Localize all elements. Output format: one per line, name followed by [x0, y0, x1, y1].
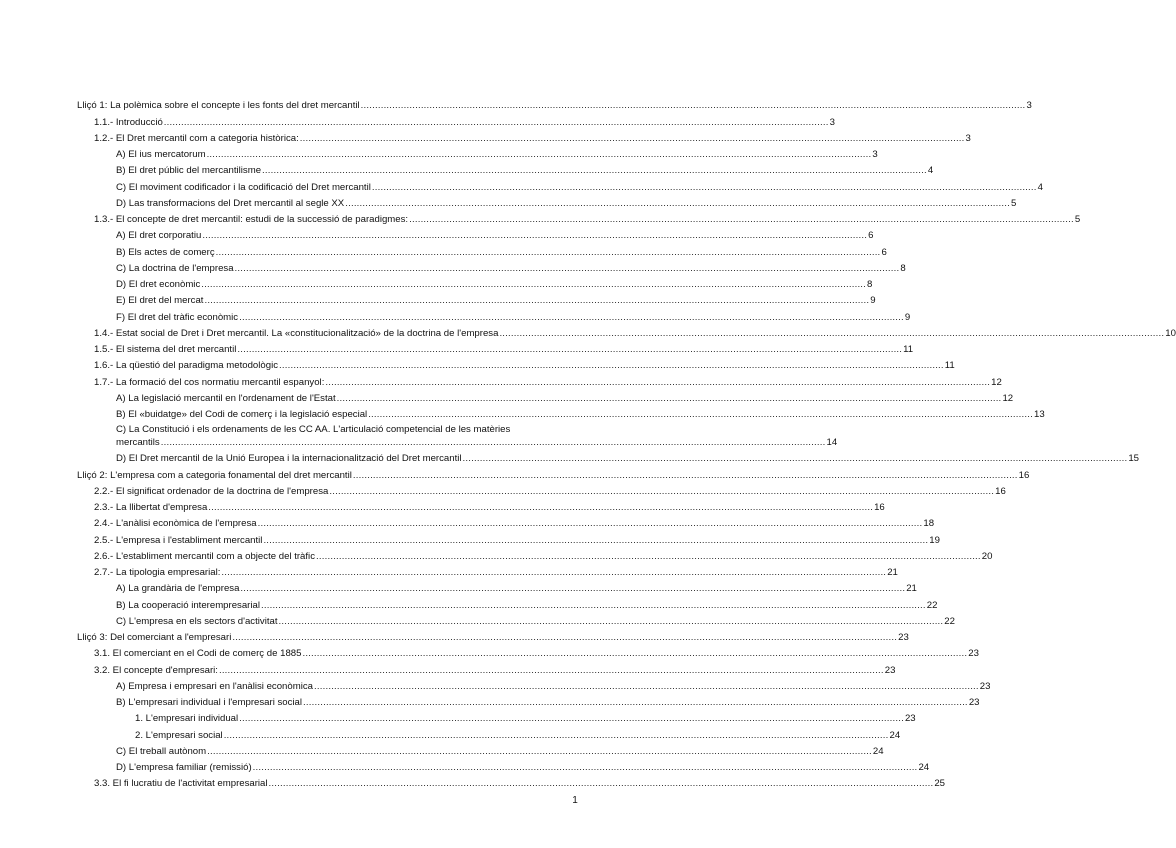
toc-entry-title: 1.2.- El Dret mercantil com a categoria històrica: — [94, 132, 299, 144]
toc-entry-page: 3 — [965, 132, 971, 144]
dot-leader — [258, 517, 923, 530]
toc-entry[interactable] — [77, 96, 1032, 112]
toc-entry[interactable] — [77, 660, 896, 676]
dot-leader — [216, 246, 881, 259]
toc-entry[interactable] — [77, 226, 874, 242]
toc-entry-page: 22 — [926, 599, 938, 611]
toc-entry-page: 8 — [867, 279, 873, 290]
dot-leader — [261, 599, 926, 612]
toc-entry[interactable] — [77, 482, 1006, 498]
toc-entry-page: 9 — [870, 295, 876, 307]
toc-entry-title: 1. L'empresari individual — [135, 713, 239, 725]
dot-leader — [368, 408, 1033, 421]
toc-entry-title: C) La Constitució i els ordenaments de les CC AA. L'articulació competencial de les matèries — [116, 424, 511, 435]
toc-entry[interactable] — [77, 421, 838, 449]
toc-entry-page: 25 — [934, 778, 945, 790]
toc-entry-page: 23 — [979, 680, 991, 692]
toc-entry-page: 10 — [1165, 327, 1176, 339]
toc-entry-page: 24 — [872, 745, 884, 757]
toc-entry-title: 1.5.- El sistema del dret mercantil — [94, 344, 237, 355]
toc-entry-page: 16 — [874, 502, 885, 513]
toc-entry-page: 22 — [944, 615, 955, 627]
toc-entry-title: C) El treball autònom — [116, 745, 207, 757]
toc-entry[interactable] — [77, 242, 887, 258]
toc-entry-page: 20 — [981, 550, 993, 562]
toc-entry-page: 12 — [1002, 392, 1014, 404]
page-number: 1 — [572, 795, 578, 806]
toc-entry-title: D) El dret econòmic — [116, 279, 201, 290]
toc-entry[interactable] — [77, 758, 930, 774]
toc-entry[interactable] — [77, 177, 1043, 193]
toc-entry-title: D) L'empresa familiar (remissió) — [116, 762, 252, 773]
toc-entry[interactable] — [77, 405, 1045, 421]
toc-entry[interactable] — [77, 563, 898, 579]
toc-entry-title: 2.5.- L'empresa i l'establiment mercantil — [94, 534, 263, 546]
dot-leader — [303, 696, 968, 709]
toc-entry-page: 6 — [881, 246, 887, 258]
toc-entry[interactable] — [77, 259, 906, 275]
dot-leader — [316, 550, 981, 563]
toc-entry[interactable] — [77, 275, 873, 291]
toc-entry-page: 23 — [898, 632, 909, 643]
toc-entry-page: 4 — [927, 165, 934, 177]
toc-entry[interactable] — [77, 725, 901, 741]
dot-leader — [201, 278, 866, 291]
toc-entry[interactable] — [77, 307, 911, 323]
toc-entry-title: 2.3.- La llibertat d'empresa — [94, 502, 208, 513]
toc-entry-page: 21 — [887, 567, 898, 578]
toc-entry-page: 24 — [889, 729, 901, 741]
toc-entry-title: A) La legislació mercantil en l'ordenament de l'Estat — [116, 392, 336, 404]
toc-entry-title: C) El moviment codificador i la codificació del Dret mercantil — [116, 181, 371, 193]
dot-leader — [325, 376, 990, 389]
toc-entry[interactable] — [77, 547, 993, 563]
toc-entry[interactable] — [77, 372, 1002, 388]
dot-leader — [207, 745, 872, 758]
toc-entry-page: 23 — [968, 648, 979, 660]
toc-entry-title: 1.4.- Estat social de Dret i Dret mercantil. La «constitucionalització» de la doctrina de l'empresa — [94, 327, 499, 339]
toc-entry[interactable] — [77, 530, 940, 546]
toc-entry-title: 3.3. El fi lucratiu de l'activitat empresarial — [94, 778, 268, 790]
toc-entry-page: 3 — [872, 149, 878, 160]
dot-leader — [361, 99, 1026, 112]
dot-leader — [224, 729, 889, 742]
toc-entry[interactable] — [77, 356, 955, 372]
dot-leader — [269, 777, 934, 790]
dot-leader — [262, 164, 927, 177]
dot-leader — [237, 343, 902, 356]
toc-entry-title: E) El dret del mercat — [116, 295, 204, 307]
toc-entry-page: 5 — [1011, 197, 1017, 209]
toc-entry[interactable] — [77, 210, 1081, 226]
toc-entry-page: 19 — [929, 534, 940, 546]
dot-leader — [279, 615, 944, 628]
toc-entry-title: 2.2.- El significat ordenador de la doctrina de l'empresa — [94, 485, 329, 497]
toc-entry[interactable] — [77, 112, 835, 128]
toc-entry[interactable] — [77, 579, 917, 595]
toc-entry[interactable] — [77, 389, 1014, 405]
dot-leader — [409, 213, 1074, 226]
dot-leader — [253, 761, 918, 774]
toc-entry-page: 23 — [968, 697, 980, 708]
toc-entry-page: 16 — [995, 485, 1006, 497]
toc-entry-title: D) Las transformacions del Dret mercantil al segle XX — [116, 197, 345, 209]
dot-leader — [300, 132, 965, 145]
toc-entry-title-continued: mercantils — [116, 437, 160, 448]
dot-leader — [239, 311, 904, 324]
toc-entry[interactable] — [77, 340, 914, 356]
dot-leader — [208, 501, 873, 514]
dot-leader — [463, 452, 1128, 465]
toc-entry-page: 5 — [1074, 214, 1081, 225]
toc-entry[interactable] — [77, 324, 1176, 340]
dot-leader — [372, 181, 1037, 194]
toc-entry-title: D) El Dret mercantil de la Unió Europea i la internacionalització del Dret mercantil — [116, 453, 462, 465]
toc-entry-title: 2.6.- L'establiment mercantil com a objecte del tràfic — [94, 550, 315, 562]
toc-entry[interactable] — [77, 742, 884, 758]
dot-leader — [263, 534, 928, 547]
dot-leader — [161, 436, 826, 449]
dot-leader — [207, 148, 872, 161]
dot-leader — [499, 327, 1164, 340]
toc-entry-title: Lliçó 3: Del comerciant a l'empresari — [77, 632, 232, 643]
toc-entry-title: 1.3.- El concepte de dret mercantil: estudi de la successió de paradigmes: — [94, 214, 409, 225]
toc-entry-title: A) La grandària de l'empresa — [116, 583, 240, 595]
dot-leader — [202, 229, 867, 242]
toc-entry-title: B) La cooperació interempresarial — [116, 599, 260, 611]
toc-entry[interactable] — [77, 628, 909, 644]
toc-entry-page: 8 — [900, 262, 906, 274]
toc-entry-title: 2. L'empresari social — [135, 729, 223, 741]
dot-leader — [235, 262, 900, 275]
toc-entry-title: 2.4.- L'anàlisi econòmica de l'empresa — [94, 518, 257, 530]
toc-entry-page: 15 — [1128, 453, 1139, 465]
toc-entry-page: 6 — [868, 230, 874, 242]
toc-entry[interactable] — [77, 595, 938, 611]
toc-entry-page: 3 — [1026, 100, 1032, 112]
toc-entry[interactable] — [77, 498, 885, 514]
toc-entry-title: 2.7.- La tipologia empresarial: — [94, 567, 221, 578]
toc-entry-title: Lliçó 2: L'empresa com a categoria fonamental del dret mercantil — [77, 469, 352, 481]
toc-entry[interactable] — [77, 693, 980, 709]
dot-leader — [353, 469, 1018, 482]
toc-entry[interactable] — [77, 465, 1030, 481]
toc-entry-page: 11 — [903, 344, 914, 355]
toc-entry[interactable] — [77, 774, 945, 790]
toc-entry-page: 14 — [826, 437, 838, 448]
toc-entry-title: 1.7.- La formació del cos normatiu mercantil espanyol: — [94, 376, 325, 388]
toc-entry-page: 23 — [904, 713, 916, 725]
dot-leader — [302, 647, 967, 660]
toc-entry-title: A) El ius mercatorum — [116, 149, 206, 160]
toc-entry-title: C) La doctrina de l'empresa — [116, 262, 234, 274]
toc-entry-title: 1.1.- Introducció — [94, 116, 163, 128]
dot-leader — [239, 712, 904, 725]
toc-entry[interactable] — [77, 644, 979, 660]
toc-entry-page: 23 — [884, 664, 896, 676]
toc-entry[interactable] — [77, 291, 876, 307]
table-of-contents — [77, 96, 1176, 790]
toc-entry[interactable] — [77, 709, 916, 725]
toc-entry[interactable] — [77, 449, 1139, 465]
toc-entry-page: 24 — [918, 762, 930, 773]
toc-entry-page: 9 — [904, 311, 911, 323]
toc-entry-page: 13 — [1033, 409, 1045, 420]
dot-leader — [219, 664, 884, 677]
dot-leader — [329, 485, 994, 498]
toc-entry[interactable] — [77, 145, 878, 161]
dot-leader — [240, 582, 905, 595]
toc-entry-title: 3.1. El comerciant en el Codi de comerç de 1885 — [94, 648, 302, 660]
dot-leader — [232, 631, 897, 644]
toc-entry-page: 21 — [906, 583, 917, 595]
toc-entry-page: 3 — [829, 116, 835, 128]
toc-entry-title: Lliçó 1: La polèmica sobre el concepte i les fonts del dret mercantil — [77, 100, 360, 112]
toc-entry-title: A) Empresa i empresari en l'anàlisi econòmica — [116, 680, 313, 692]
dot-leader — [221, 566, 886, 579]
dot-leader — [164, 116, 829, 129]
toc-entry-title: B) El dret públic del mercantilisme — [116, 165, 262, 177]
toc-entry-title: C) L'empresa en els sectors d'activitat — [116, 615, 278, 627]
toc-entry[interactable] — [77, 194, 1017, 210]
toc-entry[interactable] — [77, 161, 934, 177]
toc-entry-title: A) El dret corporatiu — [116, 230, 202, 242]
dot-leader — [337, 392, 1002, 405]
toc-entry[interactable] — [77, 514, 935, 530]
toc-entry-title: B) L'empresari individual i l'empresari social — [116, 697, 303, 708]
toc-entry-title: 3.2. El concepte d'empresari: — [94, 664, 218, 676]
dot-leader — [345, 197, 1010, 210]
toc-entry-title: 1.6.- La qüestió del paradigma metodològic — [94, 360, 278, 372]
dot-leader — [279, 359, 944, 372]
toc-entry-page: 12 — [991, 376, 1002, 388]
toc-entry-page: 4 — [1037, 181, 1043, 193]
toc-entry[interactable] — [77, 129, 971, 145]
toc-entry-title: B) Els actes de comerç — [116, 246, 215, 258]
toc-entry-page: 16 — [1018, 469, 1030, 481]
dot-leader — [314, 680, 979, 693]
toc-entry-page: 18 — [923, 518, 935, 530]
toc-entry-page: 11 — [944, 360, 955, 372]
toc-entry[interactable] — [77, 612, 955, 628]
toc-entry-title: F) El dret del tràfic econòmic — [116, 311, 239, 323]
toc-entry[interactable] — [77, 677, 991, 693]
dot-leader — [204, 294, 869, 307]
toc-entry-title: B) El «buidatge» del Codi de comerç i la legislació especial — [116, 409, 368, 420]
